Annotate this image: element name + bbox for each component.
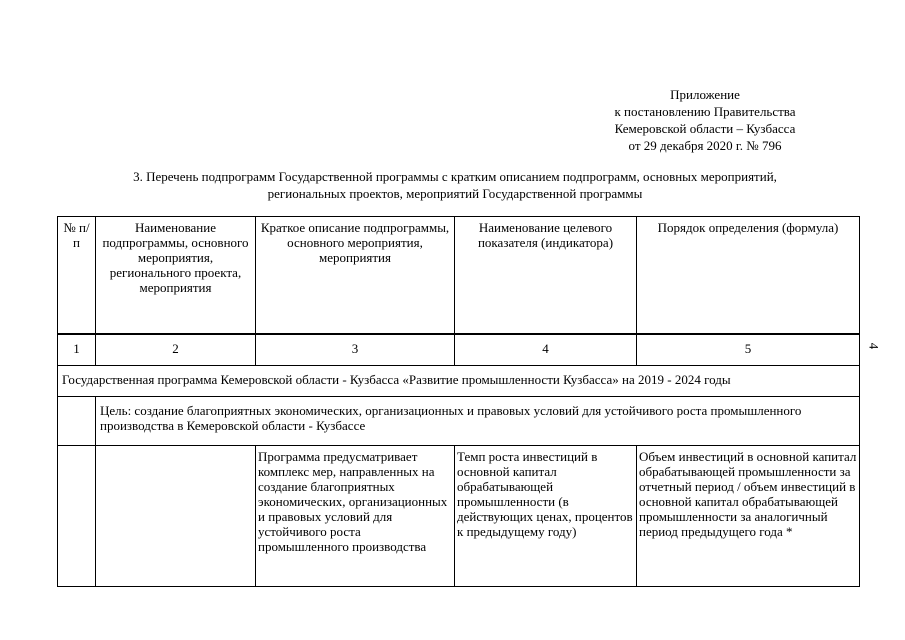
column-header-formula: Порядок определения (формула) [637,217,860,334]
column-header-indicator: Наименование целевого показателя (индикатора) [455,217,637,334]
header-line: Приложение [670,87,740,102]
header-line: к постановлению Правительства [614,104,796,119]
row-name-cell [96,446,256,587]
column-number: 2 [96,335,256,366]
program-row [58,366,860,397]
header-line: Кемеровской области – Кузбасса [614,121,796,136]
column-number: 5 [637,335,860,366]
section-title-line-1: 3. Перечень подпрограмм Государственной программы с кратким описанием подпрограмм, основных мероприятий, [133,169,777,184]
column-number: 3 [256,335,455,366]
section-title [70,168,840,202]
goal-row [58,397,860,446]
column-number: 4 [455,335,637,366]
appendix-header [560,86,850,154]
column-number: 1 [58,335,96,366]
subprograms-table [57,216,860,587]
table-header-row [58,217,860,334]
goal-empty-cell [58,397,96,446]
column-header-description: Краткое описание подпрограммы, основного мероприятия, мероприятия [256,217,455,334]
row-description-cell: Программа предусматривает комплекс мер, направленных на создание благоприятных экономических, организационных и правовых условий для устойчивого роста промышленного производства [256,446,455,587]
goal-cell: Цель: создание благоприятных экономических, организационных и правовых условий для устойчивого роста промышленного производства в Кемеровской области - Кузбассе [96,397,860,446]
column-numbers-row [58,335,860,366]
header-line: от 29 декабря 2020 г. № 796 [628,138,782,153]
row-formula-cell: Объем инвестиций в основной капитал обрабатывающей промышленности за отчетный период / объем инвестиций в основной капитал обрабатывающей промышленности за аналогичный период предыдущего года * [637,446,860,587]
row-number-cell [58,446,96,587]
section-title-line-2: региональных проектов, мероприятий Государственной программы [267,186,643,201]
row-indicator-cell: Темп роста инвестиций в основной капитал обрабатывающей промышленности (в действующих ценах, процентов к предыдущему году) [455,446,637,587]
column-header-number: № п/п [58,217,96,334]
page-number: 4 [866,342,882,350]
program-title-cell: Государственная программа Кемеровской области - Кузбасса «Развитие промышленности Кузбасса» на 2019 - 2024 годы [58,366,860,397]
table-row [58,446,860,587]
column-header-name: Наименование подпрограммы, основного мероприятия, регионального проекта, мероприятия [96,217,256,334]
